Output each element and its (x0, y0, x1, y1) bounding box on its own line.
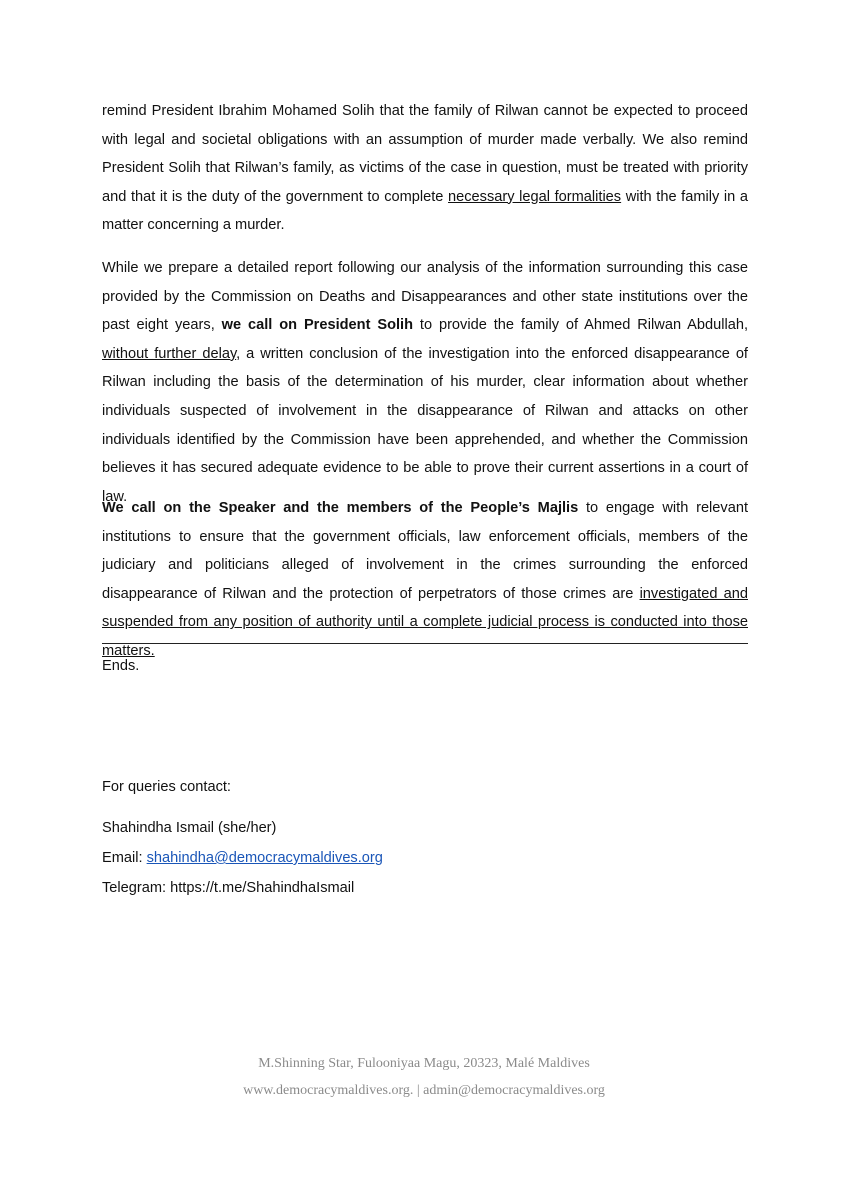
paragraph-text: with the family in a matter concerning a murder. (102, 188, 748, 234)
paragraph-text: to provide the family of Ahmed Rilwan Abdullah, (413, 317, 748, 334)
contact-telegram: Telegram: https://t.me/ShahindhaIsmail (102, 880, 355, 896)
footer-web: www.democracymaldives.org. | admin@democracymaldives.org (243, 1083, 605, 1098)
paragraph-text: to engage with relevant institutions to ensure that the government officials, law enforcement officials, members of the judiciary and politicians alleged of involvement in the crimes surrounding the enforced disappearance of Rilwan and the protection of perpetrators of those crimes are (102, 500, 748, 602)
contact-heading: For queries contact: (102, 779, 231, 795)
paragraph-text: While we prepare a detailed report following our analysis of the information surrounding this case provided by the Commission on Deaths and Disappearances and other state institutions over the past eight years, (102, 260, 748, 334)
horizontal-rule (102, 643, 748, 644)
email-label: Email: (102, 850, 147, 866)
contact-name: Shahindha Ismail (she/her) (102, 820, 277, 836)
paragraph-text: remind President Ibrahim Mohamed Solih that the family of Rilwan cannot be expected to proceed with legal and societal obligations with an assumption of murder made verbally. We also remind President Solih that Rilwan’s family, as victims of the case in question, must be treated with priority and that it is the duty of the government to complete (102, 103, 748, 205)
underlined-phrase: investigated and suspended from any position of authority until a complete judicial process is conducted into those matters. (102, 585, 748, 659)
contact-email-line (102, 847, 383, 869)
footer-address: M.Shinning Star, Fulooniyaa Magu, 20323, Malé Maldives (258, 1056, 590, 1071)
ends-label: Ends. (102, 658, 140, 674)
bold-phrase: We call on the Speaker and the members of the People’s Majlis (102, 500, 579, 516)
underlined-phrase: necessary legal formalities (448, 188, 622, 205)
underlined-phrase: without further delay (102, 345, 237, 362)
paragraph-call-on-president (102, 254, 748, 511)
bold-phrase: we call on President Solih (221, 317, 414, 334)
email-link[interactable]: shahindha@democracymaldives.org (146, 850, 383, 866)
paragraph-text: , a written conclusion of the investigation into the enforced disappearance of Rilwan including the basis of the determination of his murder, clear information about whether individuals suspected of involvement in the disappearance of Rilwan and attacks on other individuals identified by the Commission have been apprehended, and whether the Commission believes it has secured adequate evidence to be able to prove their current assertions in a court of law. (102, 345, 748, 505)
paragraph-remind-president (102, 97, 748, 240)
paragraph-call-on-majlis (102, 494, 748, 666)
